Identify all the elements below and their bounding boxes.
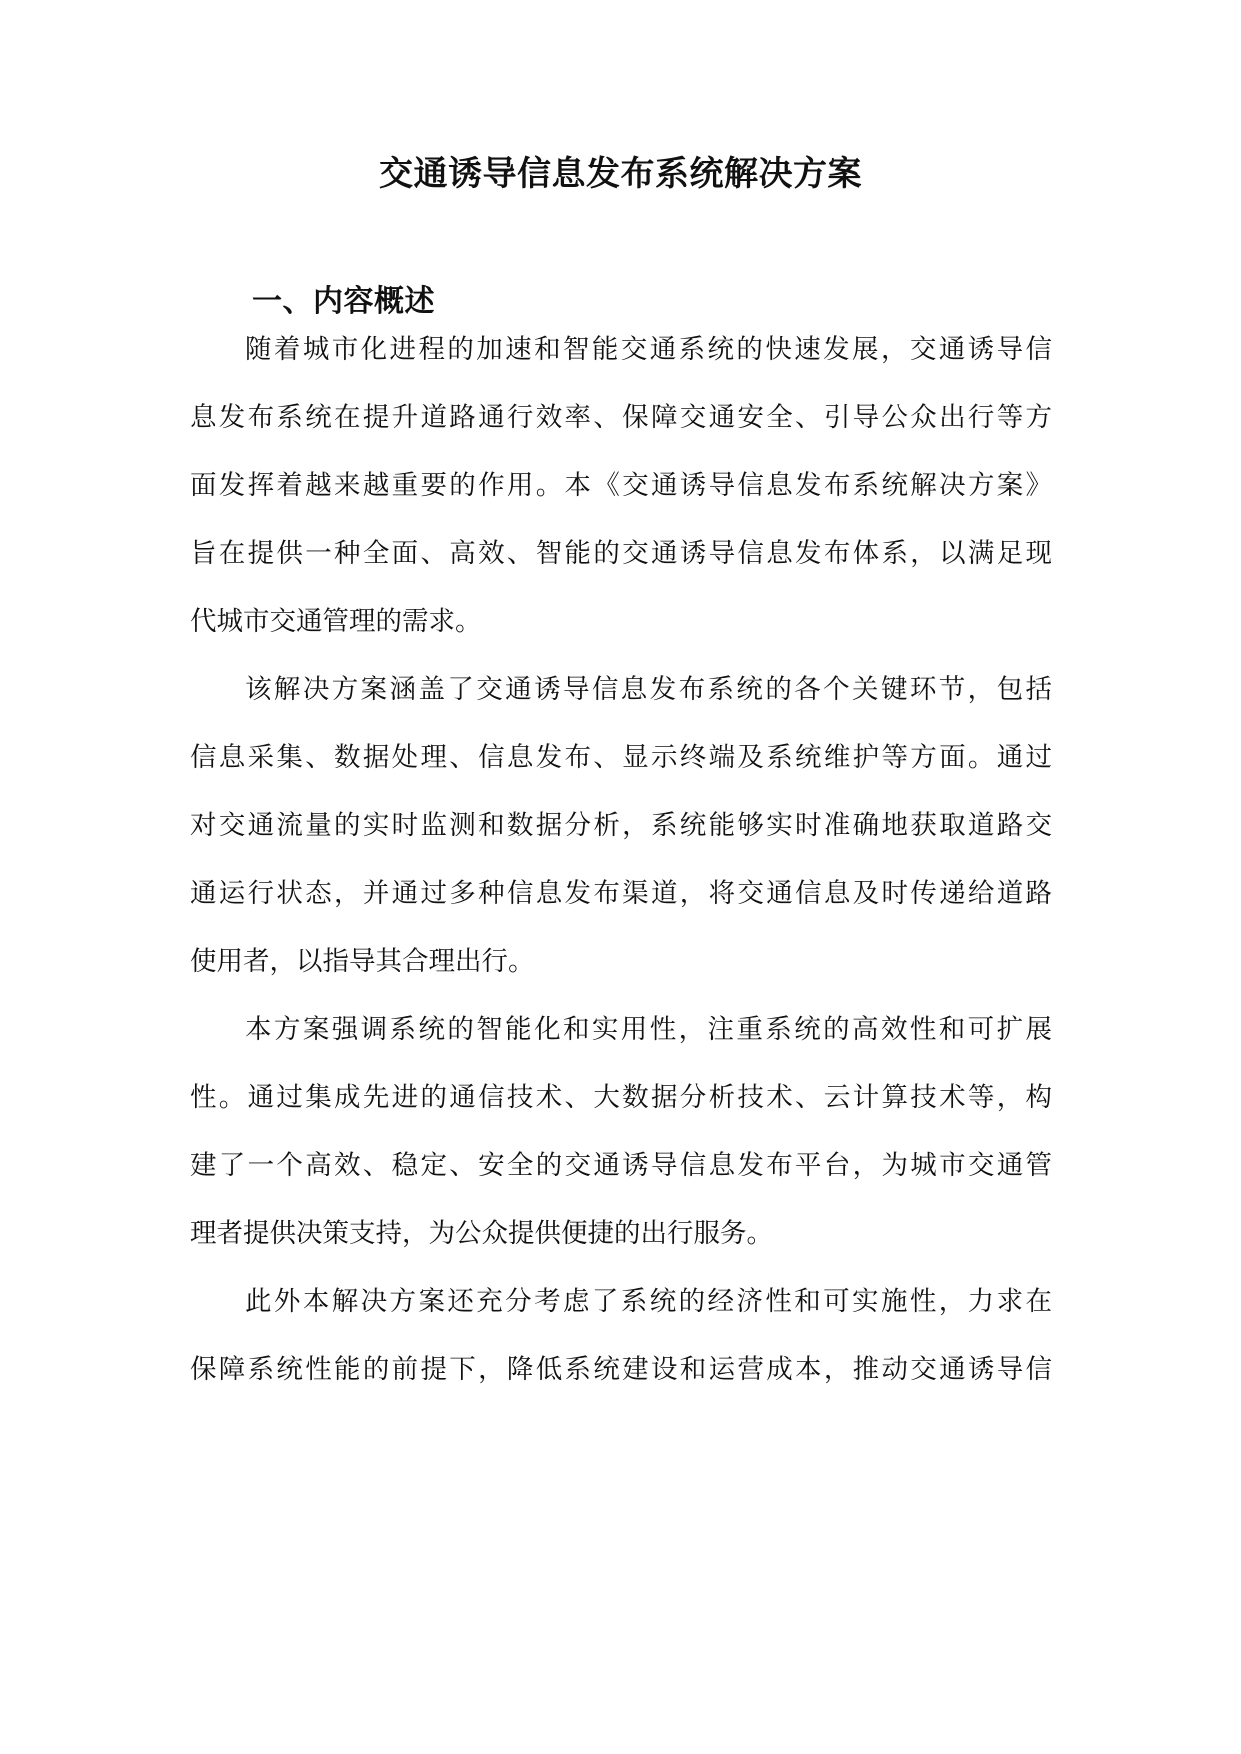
paragraph-1-line-2: 息发布系统在提升道路通行效率、保障交通安全、引导公众出行等方 <box>190 402 1052 433</box>
section-heading: 一、内容概述 <box>252 284 435 319</box>
paragraph-1-line-3: 面发挥着越来越重要的作用。本《交通诱导信息发布系统解决方案》 <box>190 470 1052 501</box>
document-title: 交通诱导信息发布系统解决方案 <box>379 154 862 194</box>
paragraph-2-line-5: 使用者，以指导其合理出行。 <box>190 946 535 977</box>
paragraph-4-line-1: 此外本解决方案还充分考虑了系统的经济性和可实施性，力求在 <box>245 1286 1052 1317</box>
paragraph-3-line-1: 本方案强调系统的智能化和实用性，注重系统的高效性和可扩展 <box>245 1014 1052 1045</box>
paragraph-3-line-2: 性。通过集成先进的通信技术、大数据分析技术、云计算技术等，构 <box>190 1082 1052 1113</box>
paragraph-1-line-4: 旨在提供一种全面、高效、智能的交通诱导信息发布体系，以满足现 <box>190 538 1052 569</box>
paragraph-4-line-2: 保障系统性能的前提下，降低系统建设和运营成本，推动交通诱导信 <box>190 1354 1052 1385</box>
paragraph-3-line-4: 理者提供决策支持，为公众提供便捷的出行服务。 <box>190 1218 773 1249</box>
paragraph-3-line-3: 建了一个高效、稳定、安全的交通诱导信息发布平台，为城市交通管 <box>190 1150 1052 1181</box>
paragraph-1-line-1: 随着城市化进程的加速和智能交通系统的快速发展，交通诱导信 <box>245 334 1052 365</box>
paragraph-2-line-1: 该解决方案涵盖了交通诱导信息发布系统的各个关键环节，包括 <box>245 674 1052 705</box>
paragraph-2-line-4: 通运行状态，并通过多种信息发布渠道，将交通信息及时传递给道路 <box>190 878 1052 909</box>
paragraph-1-line-5: 代城市交通管理的需求。 <box>190 606 482 637</box>
paragraph-2-line-2: 信息采集、数据处理、信息发布、显示终端及系统维护等方面。通过 <box>190 742 1052 773</box>
paragraph-2-line-3: 对交通流量的实时监测和数据分析，系统能够实时准确地获取道路交 <box>190 810 1052 841</box>
